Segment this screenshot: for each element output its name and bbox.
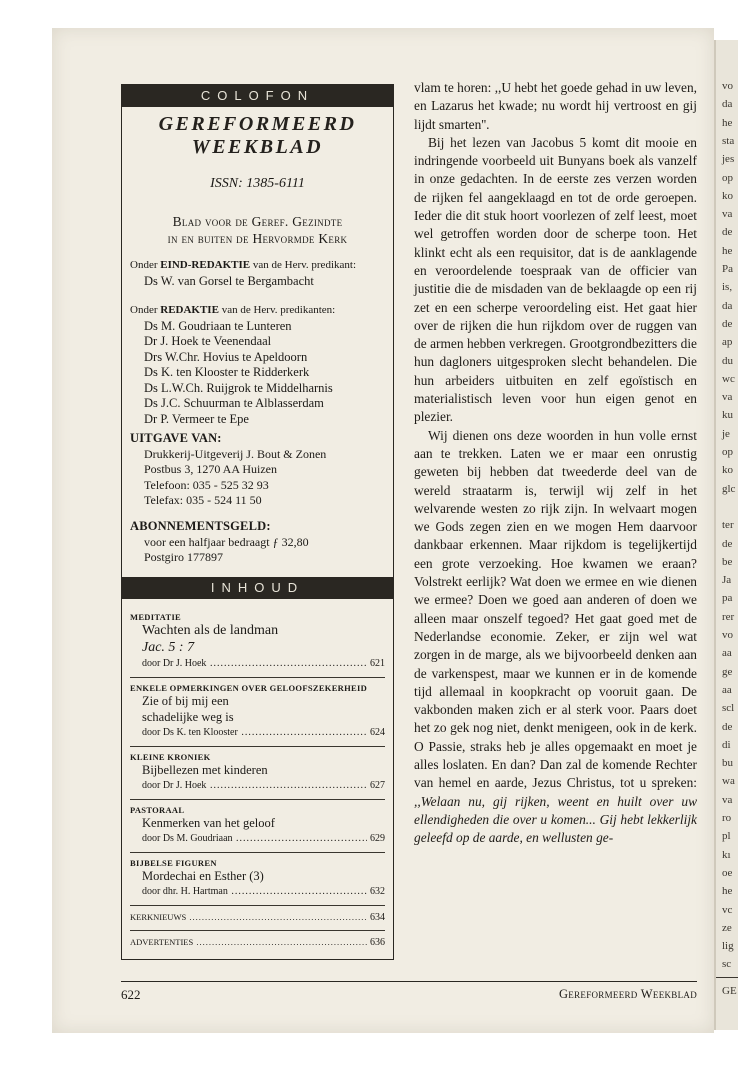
adjacent-page-fragment: ro [722,812,732,824]
toc-byline [130,725,385,740]
redactie-member: Ds L.W.Ch. Ruijgrok te Middelharnis [144,380,333,395]
article-paragraph: Bij het lezen van Jacobus 5 komt dit mooie en indringende voorbeeld uit Bunyans boek als vanzelf in onze gedachten. In de eerste zes verzen worden de rijken fel aangeklaagd en tot de orde geroepen. Ieder die dit stuk hoort voorlezen of zelf leest, moet wel getroffen worden door de scherpe toon. Het klinkt echt als een requisitor, dat is de aanklagende en veroordelende toespraak van de officier van justitie die de misdaden van de beklaagde op een rij zet en een scherpe veroordeling eist. Het gaat hier over de rijken die hun rijkdom over de ruggen van de armen hebben verkregen. Grootgrondbezitters die hun dagloners uitgesproken slecht behandelen. Die hun arbeiders uitbuiten en zelf egoïstisch en materialistisch leven voor hun eigen genot en plezier. [414,134,697,425]
redactie-member: Ds M. Goudriaan te Lunteren [144,318,292,333]
redactie-heading [130,303,387,319]
abonnement-block [130,519,387,566]
adjacent-page-fragment: Pa [722,263,733,275]
adjacent-page-fragment: GE [722,985,737,997]
toc-divider [130,746,385,747]
toc-section [130,805,385,846]
toc-divider [130,799,385,800]
adjacent-page-fragment: de [722,317,733,330]
toc-byline [130,656,385,671]
adjacent-page-fragment: rer [722,610,735,623]
adjacent-page-fragment: va [722,391,733,404]
uitgave-heading: UITGAVE VAN: [130,431,222,445]
adjacent-page-fragment: ter [722,519,734,532]
adjacent-page-fragment: ge [722,665,733,678]
adjacent-page-fragment: ku [722,409,733,422]
redactie-block [130,303,387,427]
page-number: 622 [121,987,141,1002]
toc-category: BIJBELSE FIGUREN [130,858,217,868]
adjacent-page-fragment: op [722,171,733,184]
adjacent-page-fragment: scl [722,702,735,715]
footer-rule [121,981,697,982]
eindredactie-block [130,258,387,289]
adjacent-page-fragment: da [722,299,733,312]
adjacent-page-fragment: sc [722,958,732,971]
colofon-header-bar: COLOFON [122,85,393,107]
redactie-member: Dr J. Hoek te Veenendaal [144,334,272,348]
adjacent-page-fragment: pl [722,830,731,843]
toc-section [130,612,385,671]
adjacent-page-fragment: de [722,226,733,239]
toc-section [130,752,385,793]
adjacent-page-fragment: va [722,793,733,806]
magazine-title [122,113,393,159]
article-text: Wij dienen ons deze woorden in hun volle ernst aan te trekken. Laten we er maar een onrustig geweten bij hebben dat tweederde deel van de wereld straatarm is, terwijl wij zelf in het welvarende westen zo rijk zijn. In welvaart mogen we Gods zegen zien en we mogen Hem daarvoor dankbaar erkennen. Maar rijkdom is tegelijkertijd een grote verzoeking. Hoe kwamen we eraan? Volstrekt eerlijk? Wat doen we ermee en wie dienen we ermee? Doen we goed aan anderen of doen we alleen maar onszelf tegoed? Het gaat goed met de Nederlandse economie. Zeker, er zijn wel wat zorgen in de marge, als we bijvoorbeeld denken aan de varkenspest, maar we kunnen er in de komende tijd allemaal in koopkracht op vooruit gaan. De vakbonden maken zich er al sterk voor. Paars doet het zo gek nog niet, denkt menigeen, ook in de kerk. O Passie, straks heb je alles opgemaakt en moet je alles loslaten. En dan? Dan zal de komende Rechter van hemel en aarde, Jezus Christus, tot u spreken: [414,427,697,791]
toc-category: MEDITATIE [130,612,182,622]
toc-title[interactable]: Bijbellezen met kinderen [142,763,268,777]
red-bold: REDAKTIE [160,304,219,316]
toc-byline [130,778,385,793]
toc-byline [130,831,385,846]
article-paragraph [414,427,697,848]
adjacent-page-fragment: oe [722,866,733,879]
toc-section [130,683,385,740]
adjacent-page-fragment: ko [722,189,733,202]
eind-bold: EIND-REDAKTIE [160,259,251,271]
toc-author: door Ds K. ten Klooster ..... [142,725,367,740]
toc-category: PASTORAAL [130,805,185,815]
uitgave-line: Telefoon: 035 - 525 32 93 [144,477,269,492]
toc-row-kerknieuws[interactable] [130,911,385,924]
redactie-member: Ds K. ten Klooster te Ridderkerk [144,365,310,379]
adjacent-page-fragment: da [722,98,733,111]
adjacent-page-fragment: va [722,208,733,221]
adjacent-page-fragment: vo [722,80,733,92]
adjacent-page-fragment: be [722,555,733,568]
toc-divider [130,852,385,853]
subtitle [122,213,393,247]
adjacent-page-fragment: lig [722,940,734,953]
adjacent-page-fragment: jes [722,153,735,166]
article-paragraph: vlam te horen: ,,U hebt het goede gehad in uw leven, en Lazarus het kwade; nu wordt hij vertroost en gij lijdt smarten''. [414,80,697,132]
subtitle-line2: in en buiten de Hervormde Kerk [167,231,348,246]
toc-divider [130,905,385,906]
toc-author: door dhr. H. Hartman ..... [142,884,367,899]
adjacent-page-fragment: di [722,738,731,751]
abonnement-line: voor een halfjaar bedraagt ƒ 32,80 [144,534,309,549]
toc-section [130,858,385,899]
toc-row-advertenties[interactable] [130,936,385,949]
article-quote: ,,Welaan nu, gij rijken, weent en huilt over uw ellendigheden die over u komen... Gij hebt lekkerlijk geleefd op de aarde, en wellusten ge- [414,793,697,846]
toc-byline [130,884,385,899]
toc-title[interactable]: Mordechai en Esther (3) [142,869,264,883]
eindredactie-name: Ds W. van Gorsel te Bergambacht [144,273,314,288]
toc-title-reference: Jac. 5 : 7 [142,640,195,655]
uitgave-line: Postbus 3, 1270 AA Huizen [144,462,278,476]
redactie-member: Drs W.Chr. Hovius te Apeldoorn [144,349,308,364]
adjacent-page-fragment: de [722,720,733,733]
toc-page: 634 [370,912,385,923]
adjacent-page-fragment: Ja [722,574,732,587]
adjacent-page-fragment: wc [722,372,735,385]
adjacent-page-fragment: he [722,885,733,898]
adjacent-page-fragment: he [722,116,733,129]
adjacent-page-fragment: is, [722,281,733,294]
uitgave-block [130,431,387,509]
adjacent-page-fragment: pa [722,592,733,605]
red-post: van de Herv. predikanten: [218,304,336,316]
adjacent-page-fragment: de [722,537,733,550]
toc-author: door Ds M. Goudriaan ..... [142,831,367,846]
adjacent-page-fragment: wa [722,775,735,788]
adjacent-page-fragment: bu [722,757,733,770]
adjacent-page-edge [714,40,738,1030]
toc-divider [130,930,385,931]
adjacent-page-fragment: glc [722,482,736,495]
colofon-box [121,84,394,960]
toc-row-label: ADVERTENTIES ..... [130,936,367,949]
redactie-member: Dr P. Vermeer te Epe [144,411,249,426]
magazine-title-line2: WEEKBLAD [191,136,324,158]
adjacent-page-fragment: op [722,446,733,458]
adjacent-page-fragment: he [722,244,733,257]
toc-page: 632 [370,886,385,897]
toc-page: 621 [370,658,385,669]
toc-page: 636 [370,937,385,948]
footer-title: Gereformeerd Weekblad [558,987,697,1001]
adjacent-footer-rule [716,977,738,978]
subtitle-line1: Blad voor de Geref. Gezindte [172,214,343,229]
toc-title[interactable]: schadelijke weg is [142,710,234,724]
toc-category: KLEINE KRONIEK [130,752,211,762]
adjacent-page-fragment: ze [722,921,732,934]
redactie-member: Ds J.C. Schuurman te Alblasserdam [144,396,324,410]
eind-post: van de Herv. predikant: [250,259,356,271]
adjacent-page-fragment: aa [722,647,732,660]
uitgave-line: Telefax: 035 - 524 11 50 [144,493,262,507]
toc-category: ENKELE OPMERKINGEN OVER GELOOFSZEKERHEID [130,683,368,693]
adjacent-page-fragment: kı [722,848,731,861]
article-body [414,79,697,847]
toc-title[interactable]: Zie of bij mij een [142,694,229,708]
eindredactie-heading [130,258,387,274]
toc-title[interactable]: Kenmerken van het geloof [142,816,275,830]
toc-author: door Dr J. Hoek ..... [142,778,367,793]
abonnement-line: Postgiro 177897 [144,550,224,564]
red-pre: Onder [130,304,161,316]
adjacent-page-fragment: ko [722,464,733,477]
adjacent-page-fragment: sta [722,134,735,147]
toc-row-label: KERKNIEUWS ..... [130,911,367,924]
adjacent-page-fragment: vo [722,629,733,641]
adjacent-page-fragment: du [722,354,733,367]
toc-divider [130,677,385,678]
toc-page: 624 [370,727,385,738]
magazine-title-line1: GEREFORMEERD [158,113,357,135]
toc-page: 629 [370,833,385,844]
toc-page: 627 [370,780,385,791]
adjacent-page-fragment: aa [722,683,732,696]
abonnement-heading: ABONNEMENTSGELD: [130,519,271,533]
adjacent-page-fragment: ap [722,336,733,349]
toc-title[interactable]: Wachten als de landman [142,623,279,638]
inhoud-header-bar: INHOUD [122,577,393,599]
issn: ISSN: 1385-6111 [210,176,305,191]
toc-author: door Dr J. Hoek ..... [142,656,367,671]
adjacent-page-fragment: vc [722,903,733,916]
table-of-contents [130,612,385,949]
uitgave-line: Drukkerij-Uitgeverij J. Bout & Zonen [144,446,327,461]
adjacent-page-fragment: je [722,427,730,440]
eind-pre: Onder [130,259,161,271]
